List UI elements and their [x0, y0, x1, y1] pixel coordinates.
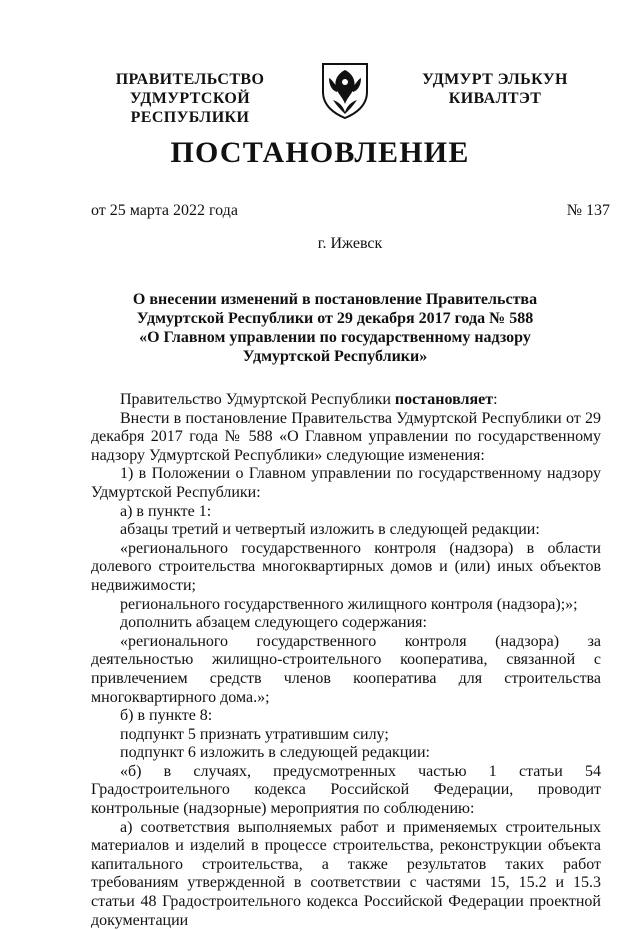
document-title: ПОСТАНОВЛЕНИЕ	[170, 136, 470, 169]
document-city: г. Ижевск	[317, 235, 383, 252]
government-name-udmurt-line1: УДМУРТ ЭЛЬКУН	[422, 71, 568, 88]
body-paragraph: б) в пункте 8:	[120, 707, 213, 725]
document-body	[91, 391, 601, 930]
body-paragraph: подпункт 6 изложить в следующей редакции:	[120, 744, 430, 762]
document-date: от 25 марта 2022 года	[91, 202, 238, 219]
subject-line: «О Главном управлении по государственному надзору	[139, 329, 531, 346]
body-paragraph: а) соответствия выполняемых работ и применяемых строительных материалов и изделий в процессе строительства, реконструкции объекта капитального строительства, а также результатов таких работ требованиям утвержденной в соответствии с частями 15, 15.2 и 15.3 статьи 48 Градостроительного кодекса Российской Федерации проектной документации	[91, 818, 601, 929]
intro-verb: постановляет	[394, 391, 494, 408]
body-paragraph: 1) в Положении о Главном управлении по государственному надзору Удмуртской Республики:	[91, 465, 601, 501]
body-paragraph: а) в пункте 1:	[120, 502, 212, 520]
subject-line: Удмуртской Республики от 29 декабря 2017 года № 588	[136, 310, 534, 327]
government-name-line1: ПРАВИТЕЛЬСТВО	[115, 71, 265, 88]
body-paragraph: регионального государственного жилищного контроля (надзора);»;	[120, 595, 578, 613]
document-number: № 137	[566, 202, 610, 219]
body-paragraph: «регионального государственного контроля (надзора) за деятельностью жилищно-строительного кооператива, связанной с привлечением средств членов кооператива для строительства многоквартирного дома.»;	[91, 632, 601, 706]
government-name-udmurt-line2: КИВАЛТЭТ	[448, 90, 542, 107]
body-paragraph: абзацы третий и четвертый изложить в следующей редакции:	[120, 521, 540, 539]
udmurt-coat-of-arms-icon	[317, 60, 373, 120]
government-name-line2: УДМУРТСКОЙ РЕСПУБЛИКИ	[129, 90, 251, 126]
body-paragraph: Внести в постановление Правительства Удмуртской Республики от 29 декабря 2017 года № 588 «О Главном управлении по государственному надзору Удмуртской Республики» следующие изменения:	[91, 409, 601, 464]
intro-paragraph	[91, 391, 601, 410]
subject-line: О внесении изменений в постановление Правительства	[132, 291, 538, 308]
body-paragraph: «регионального государственного контроля (надзора) в области долевого строительства многоквартирных домов и (или) иных объектов недвижимости;	[91, 539, 601, 594]
intro-colon: :	[493, 391, 498, 408]
document-subject	[120, 290, 550, 366]
government-name-udmurt	[400, 70, 590, 108]
intro-text: Правительство Удмуртской Республики	[120, 391, 395, 408]
body-paragraph: подпункт 5 признать утратившим силу;	[120, 725, 389, 743]
body-paragraph: дополнить абзацем следующего содержания:	[120, 614, 427, 632]
subject-line: Удмуртской Республики»	[242, 348, 428, 365]
government-name-russian	[70, 70, 310, 127]
body-paragraph: «б) в случаях, предусмотренных частью 1 статьи 54 Градостроительного кодекса Российской Федерации, проводит контрольные (надзорные) мероприятия по соблюдению:	[91, 762, 601, 818]
